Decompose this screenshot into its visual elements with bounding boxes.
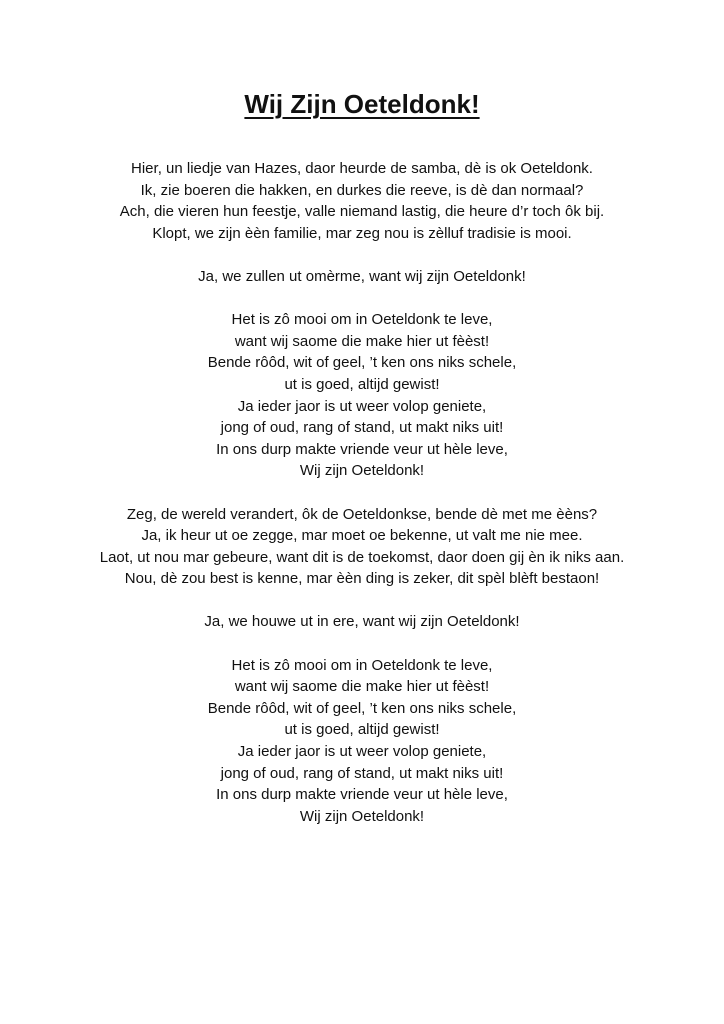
lyric-line: Ja, we zullen ut omèrme, want wij zijn Oeteldonk!	[198, 267, 526, 285]
lyric-line: Klopt, we zijn èèn familie, mar zeg nou is zèlluf tradisie is mooi.	[152, 224, 572, 242]
stanza-chorus-2	[0, 655, 724, 828]
lyric-line: Hier, un liedje van Hazes, daor heurde de samba, dè is ok Oeteldonk.	[131, 160, 593, 177]
stanza-bridge-2	[0, 611, 724, 633]
lyric-line: Wij zijn Oeteldonk!	[299, 807, 425, 825]
lyric-line: Nou, dè zou best is kenne, mar èèn ding is zeker, dit spèl blèft bestaon!	[124, 570, 600, 588]
lyric-line: Laot, ut nou mar gebeure, want dit is de toekomst, daor doen gij èn ik niks aan.	[99, 548, 625, 566]
lyric-line: Ja ieder jaor is ut weer volop geniete,	[237, 397, 487, 415]
lyric-line: Wij zijn Oeteldonk!	[299, 462, 425, 480]
lyric-line: jong of oud, rang of stand, ut makt niks uit!	[220, 419, 504, 437]
stanza-bridge-1	[0, 266, 724, 288]
song-title: Wij Zijn Oeteldonk!	[244, 89, 480, 119]
lyric-line: Het is zô mooi om in Oeteldonk te leve,	[231, 656, 493, 674]
lyrics-body	[0, 158, 724, 849]
lyric-line: ut is goed, altijd gewist!	[284, 721, 440, 739]
lyric-line: Zeg, de wereld verandert, ôk de Oeteldonkse, bende dè met me èèns?	[126, 505, 598, 523]
lyric-line: Bende rôôd, wit of geel, ’t ken ons niks schele,	[207, 354, 517, 372]
lyric-line: Ja, ik heur ut oe zegge, mar moet oe bekenne, ut valt me nie mee.	[141, 527, 583, 545]
lyric-line: In ons durp makte vriende veur ut hèle leve,	[216, 786, 508, 804]
lyric-line: Ja, we houwe ut in ere, want wij zijn Oeteldonk!	[204, 613, 520, 631]
stanza-verse-2	[0, 504, 724, 590]
lyric-line: ut is goed, altijd gewist!	[284, 375, 440, 393]
stanza-chorus-1	[0, 309, 724, 482]
lyric-line: Ach, die vieren hun feestje, valle niemand lastig, die heure d’r toch ôk bij.	[119, 203, 605, 221]
lyric-line: jong of oud, rang of stand, ut makt niks uit!	[220, 764, 504, 782]
lyric-line: Ja ieder jaor is ut weer volop geniete,	[237, 743, 487, 761]
lyric-line: In ons durp makte vriende veur ut hèle leve,	[216, 440, 508, 458]
lyric-line: Bende rôôd, wit of geel, ’t ken ons niks schele,	[207, 699, 517, 717]
lyric-line: Het is zô mooi om in Oeteldonk te leve,	[231, 311, 493, 329]
stanza-verse-1	[0, 158, 724, 244]
lyric-line: want wij saome die make hier ut fèèst!	[234, 332, 490, 350]
lyric-line: Ik, zie boeren die hakken, en durkes die reeve, is dè dan normaal?	[140, 181, 584, 199]
lyric-line: want wij saome die make hier ut fèèst!	[234, 678, 490, 696]
